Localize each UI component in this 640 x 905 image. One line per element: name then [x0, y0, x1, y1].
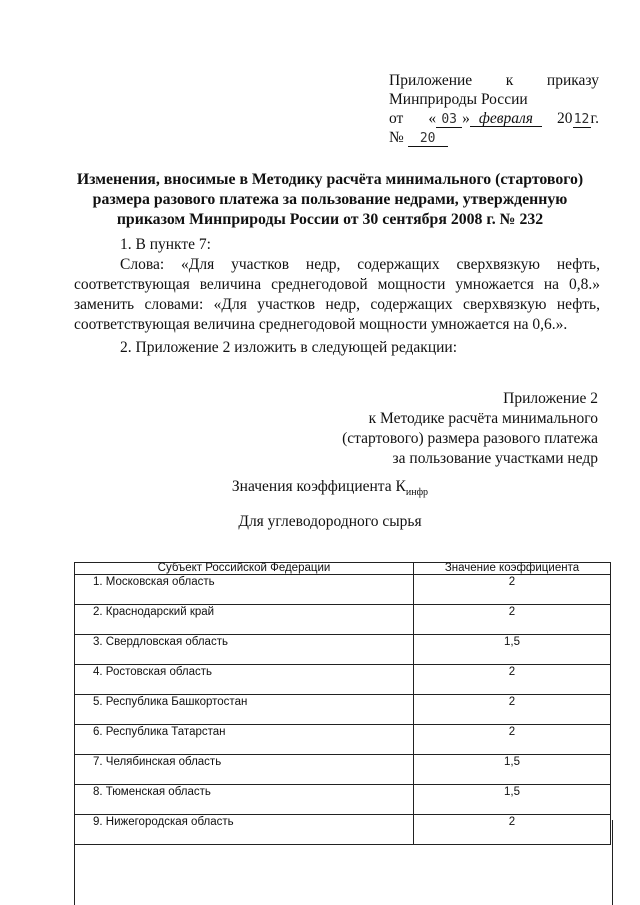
- coefficient-value: 1,5: [413, 635, 610, 665]
- annex-2-line-1: Приложение 2: [503, 390, 598, 407]
- table-header-row: [75, 563, 611, 575]
- year-unit: г.: [590, 110, 599, 127]
- annex-2-line-2: к Методике расчёта минимального: [368, 410, 598, 427]
- title-line-1: Изменения, вносимые в Методику расчёта минимального (стартового): [76, 171, 584, 188]
- coefficient-title-text: Значения коэффициента К: [231, 478, 406, 495]
- table-row: [75, 575, 611, 605]
- table-row: [75, 755, 611, 785]
- annex-order-header: [389, 71, 599, 147]
- coefficient-value: 1,5: [413, 785, 610, 815]
- coefficient-table: [74, 562, 611, 845]
- region-name: 3. Свердловская область: [75, 635, 414, 665]
- raw-material-subtitle: Для углеводородного сырья: [238, 513, 422, 530]
- title-line-3: приказом Минприроды России от 30 сентября 2008 г. № 232: [116, 211, 544, 228]
- header-value: Значение коэффициента: [413, 563, 610, 575]
- coefficient-value: 2: [413, 695, 610, 725]
- table-row: [75, 665, 611, 695]
- header-word-order: приказу: [546, 72, 599, 89]
- coefficient-value: 1,5: [413, 755, 610, 785]
- handwritten-year: 12: [573, 112, 590, 127]
- table-row: [75, 785, 611, 815]
- coefficient-value: 2: [413, 665, 610, 695]
- quote-open: «: [428, 110, 437, 127]
- header-ministry: Минприроды России: [389, 91, 528, 108]
- year-prefix: 20: [557, 110, 573, 127]
- item-1-line-1: Слова: «Для участков недр, содержащих сверхвязкую нефть,: [120, 256, 600, 273]
- region-name: 7. Челябинская область: [75, 755, 414, 785]
- region-name: 1. Московская область: [75, 575, 414, 605]
- number-label: №: [389, 129, 404, 146]
- item-1-line-4: соответствующая величина среднегодовой мощности умножается на 0,6.».: [74, 316, 568, 333]
- header-line-1: [389, 71, 599, 90]
- table-continuation-borders: [74, 820, 613, 905]
- region-name: 6. Республика Татарстан: [75, 725, 414, 755]
- table-row: [75, 635, 611, 665]
- item-2: 2. Приложение 2 изложить в следующей редакции:: [120, 339, 458, 356]
- coefficient-value: 2: [413, 575, 610, 605]
- annex-2-line-3: (стартового) размера разового платежа: [342, 430, 598, 447]
- title-line-2: размера разового платежа за пользование недрами, утвержденную: [92, 191, 568, 208]
- header-date: [428, 109, 542, 128]
- coefficient-subscript: инфр: [405, 487, 429, 499]
- coefficient-title: [60, 478, 600, 498]
- item-1-heading: 1. В пункте 7:: [120, 236, 211, 253]
- quote-close: »: [462, 110, 470, 127]
- item-1-line-3: заменить словами: «Для участков недр, содержащих сверхвязкую нефть,: [74, 296, 600, 313]
- coefficient-value: 2: [413, 725, 610, 755]
- handwritten-number: 20: [408, 131, 448, 147]
- header-date-line: [389, 109, 599, 128]
- coefficient-value: 2: [413, 815, 610, 845]
- header-from-label: от: [389, 110, 404, 127]
- region-name: 4. Ростовская область: [75, 665, 414, 695]
- document-title: [60, 170, 600, 230]
- region-name: 2. Краснодарский край: [75, 605, 414, 635]
- annex-2-line-4: за пользование участками недр: [392, 450, 598, 467]
- table-row: [75, 695, 611, 725]
- header-word-to: к: [505, 72, 514, 89]
- handwritten-month: февраля: [470, 111, 542, 127]
- handwritten-day: 03: [436, 112, 462, 128]
- annex-2-header: [330, 389, 598, 469]
- region-name: 9. Нижегородская область: [75, 815, 414, 845]
- header-word-annex: Приложение: [389, 72, 473, 89]
- coefficient-value: 2: [413, 605, 610, 635]
- header-subject: Субъект Российской Федерации: [75, 563, 414, 575]
- item-1-line-2: соответствующая величина среднегодовой мощности умножается на 0,8.»: [74, 276, 600, 293]
- item-1: [74, 235, 600, 335]
- region-name: 5. Республика Башкортостан: [75, 695, 414, 725]
- header-number-line: [389, 128, 599, 147]
- region-name: 8. Тюменская область: [75, 785, 414, 815]
- table-row: [75, 605, 611, 635]
- table-row: [75, 725, 611, 755]
- header-year: [557, 109, 599, 128]
